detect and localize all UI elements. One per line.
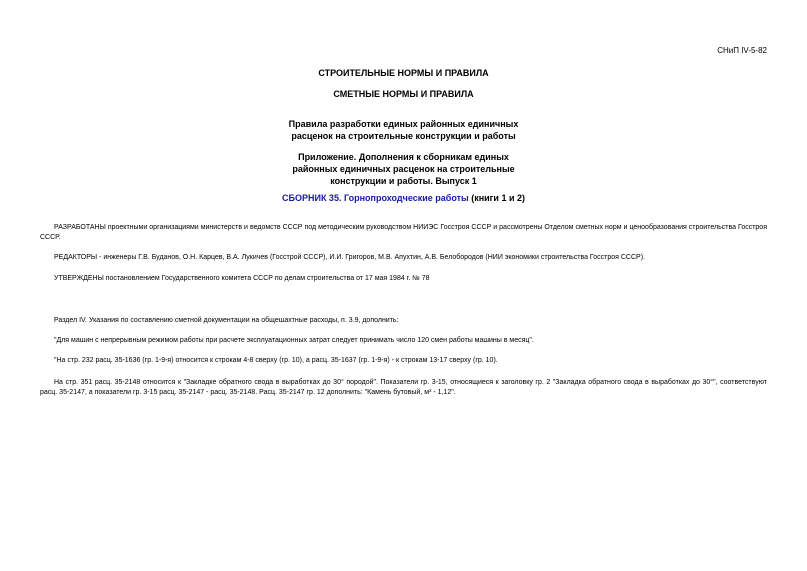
paragraph-approved: УТВЕРЖДЕНЫ постановлением Государственного комитета СССР по делам строительства от 17 мая 1984 г. № 78 bbox=[54, 275, 430, 282]
paragraph-quote-page232: "На стр. 232 расц. 35-1636 (гр. 1-9-я) относится к строкам 4-8 сверху (гр. 10), а расц. 35-1637 (гр. 1-9-я) - к строкам 13-17 сверху (гр. 10). bbox=[54, 357, 498, 364]
title-building-norms: СТРОИТЕЛЬНЫЕ НОРМЫ И ПРАВИЛА bbox=[318, 68, 489, 78]
paragraph-developed: РАЗРАБОТАНЫ проектными организациями министерств и ведомств СССР под методическим руководством НИИЭС Госстроя СССР и рассмотрены Отделом сметных норм и ценообразования строительства Госстроя СССР. bbox=[40, 224, 767, 241]
title-appendix-line1: Приложение. Дополнения к сборникам единых bbox=[298, 152, 509, 162]
title-rules-line2: расценок на строительные конструкции и работы bbox=[291, 131, 516, 141]
title-appendix bbox=[0, 151, 807, 187]
title-rules bbox=[0, 118, 807, 142]
paragraph-section: Раздел IV. Указания по составлению сметной документации на общешахтные расходы, п. 3.9, дополнить: bbox=[54, 317, 399, 324]
title-appendix-line2: районных единичных расценок на строительные bbox=[292, 164, 515, 174]
title-estimate-norms: СМЕТНЫЕ НОРМЫ И ПРАВИЛА bbox=[333, 89, 474, 99]
title-appendix-line3: конструкции и работы. Выпуск 1 bbox=[330, 176, 477, 186]
collection-title bbox=[0, 193, 807, 203]
title-rules-line1: Правила разработки единых районных единичных bbox=[288, 119, 519, 129]
collection-link[interactable]: СБОРНИК 35. Горнопроходческие работы bbox=[282, 193, 469, 203]
collection-suffix: (книги 1 и 2) bbox=[468, 193, 525, 203]
paragraph-editors: РЕДАКТОРЫ - инженеры Г.В. Буданов, О.Н. Карцев, В.А. Лукичев (Госстрой СССР), И.И. Григоров, М.В. Апухтин, А.В. Белобородов (НИИ экономики строительства Госстроя СССР). bbox=[54, 254, 645, 261]
document-code: СНиП IV-5-82 bbox=[717, 46, 767, 55]
paragraph-page351: На стр. 351 расц. 35-2148 относится к "Закладке обратного свода в выработках до 30° породой". Показатели гр. 3-15, относящиеся к заголовку гр. 2 "Закладка обратного свода в выработках до 30°", соответствуют расц. 35-2147, а показатели гр. 3-15 расц. 35-2147 - расц. 35-2148. Расц. 35-2147 гр. 12 дополнить: "Камень бутовый, м³ - 1,12". bbox=[40, 379, 767, 396]
paragraph-quote-machines: "Для машин с непрерывным режимом работы при расчете эксплуатационных затрат следует принимать число 120 смен работы машины в месяц". bbox=[54, 337, 534, 344]
